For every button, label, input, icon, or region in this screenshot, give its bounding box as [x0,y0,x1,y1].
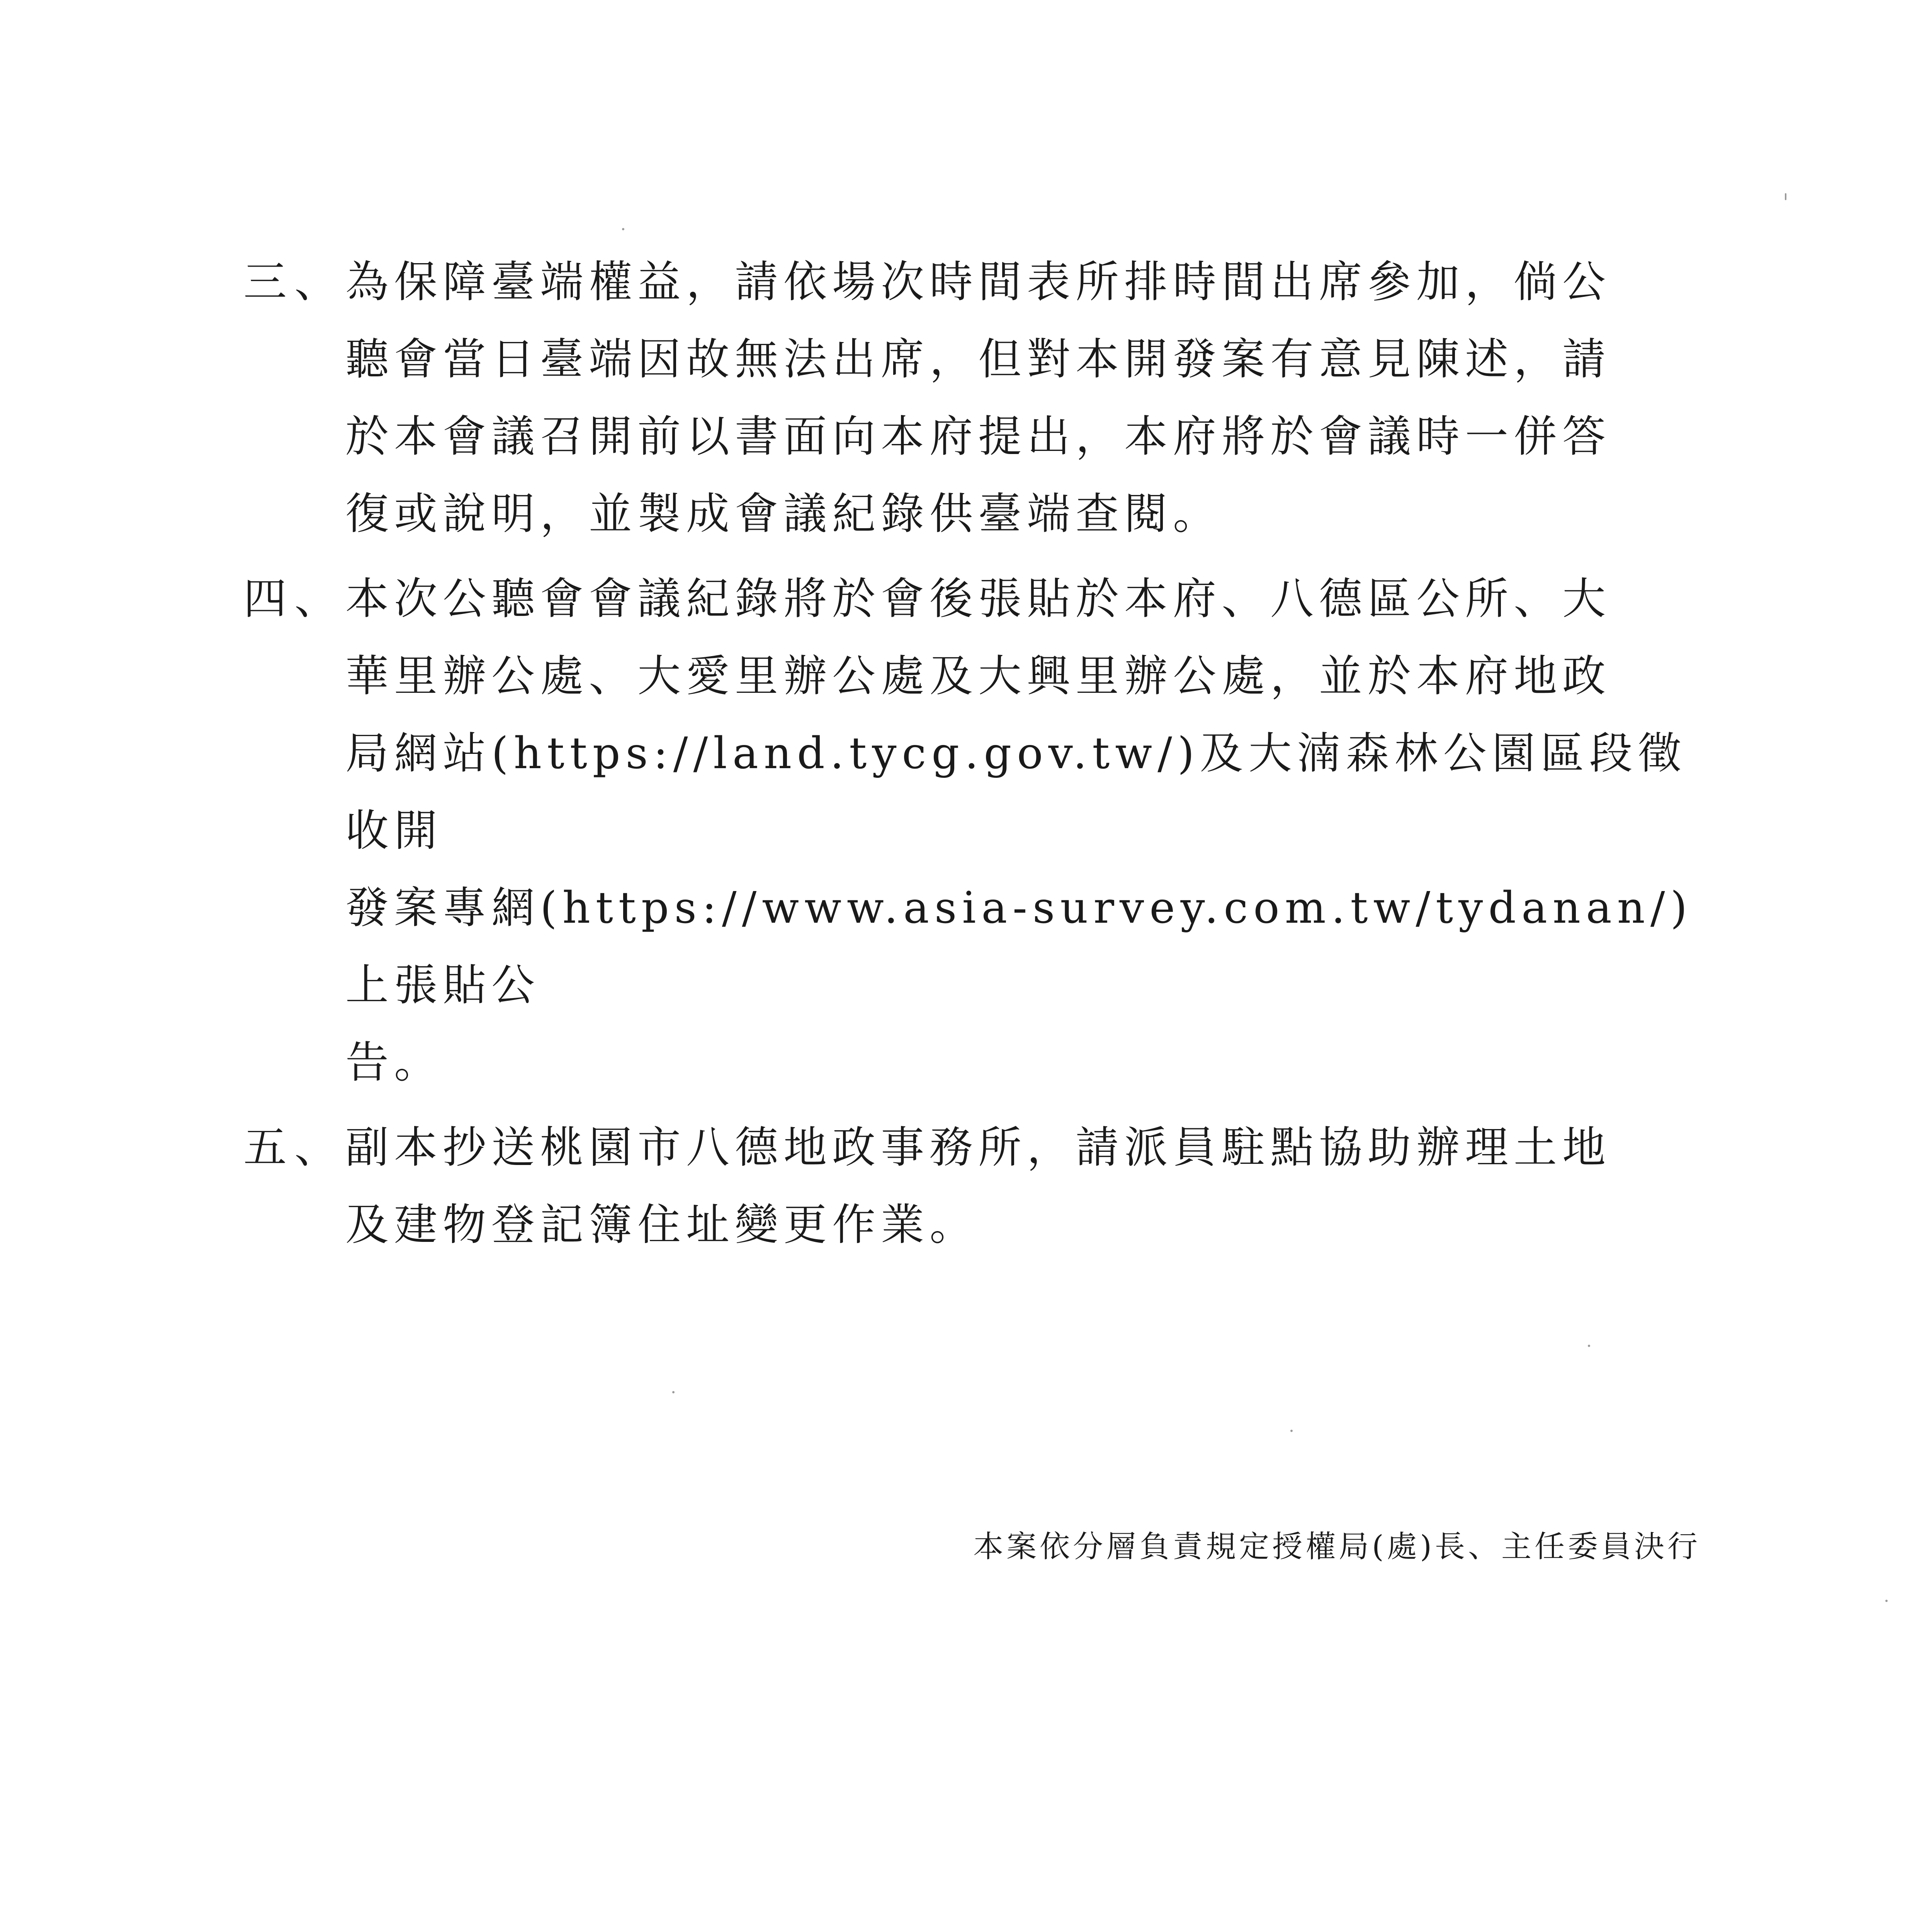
item-text: 副本抄送桃園市八德地政事務所，請派員駐點協助辦理土地 及建物登記簿住址變更作業。 [345,1122,1611,1250]
item-text: 為保障臺端權益，請依場次時間表所排時間出席參加，倘公 聽會當日臺端因故無法出席，但對本開發案有意見陳述，請 於本會議召開前以書面向本府提出，本府將於會議時一併答 復或說明，並製成會議紀錄供臺端查閱。 [345,257,1611,539]
notice-item-5 [243,1109,1731,1264]
item-number: 三、 [243,257,345,307]
scan-speck [622,228,624,230]
notice-item-4 [243,560,1731,1101]
item-number: 四、 [243,574,345,624]
authorization-note: 本案依分層負責規定授權局(處)長、主任委員決行 [973,1529,1701,1564]
notice-item-3 [243,243,1731,553]
scan-speck [672,1391,675,1393]
item-number: 五、 [243,1122,345,1173]
scan-speck [1785,193,1786,200]
notice-items [243,243,1731,1271]
item-text: 本次公聽會會議紀錄將於會後張貼於本府、八德區公所、大 華里辦公處、大愛里辦公處及大興里辦公處，並於本府地政 局網站(https://land.tycg.gov.tw/)及大湳森林公園區段徵收開 發案專網(https://www.asia-survey.com.tw/tydanan/)上張貼公 告。 [345,574,1693,1088]
scan-speck [1588,1345,1590,1347]
scan-speck [1290,1430,1293,1432]
scan-speck [1885,1600,1888,1602]
